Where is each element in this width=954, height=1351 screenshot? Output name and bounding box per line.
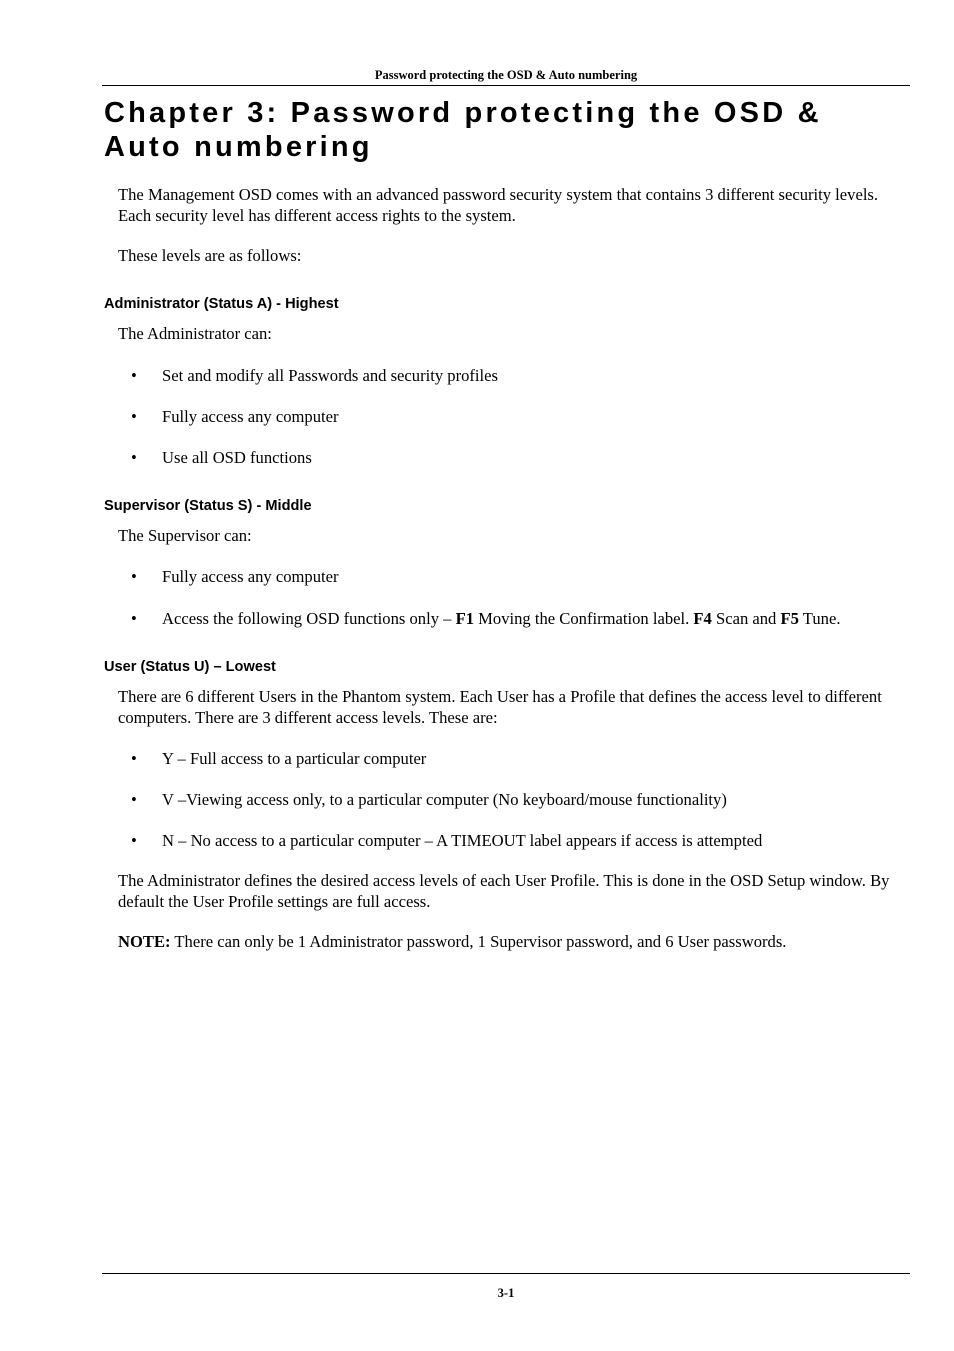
list-item-text: Fully access any computer	[162, 567, 339, 586]
text-run: Access the following OSD functions only –	[162, 609, 456, 628]
bullet-icon: •	[131, 448, 137, 467]
bullet-icon: •	[131, 366, 137, 385]
list-item-text: Use all OSD functions	[162, 448, 312, 467]
note-label: NOTE:	[118, 932, 171, 951]
key-f1: F1	[455, 609, 475, 628]
bullet-icon: •	[131, 567, 137, 586]
list-item-text: Set and modify all Passwords and security profiles	[162, 366, 498, 385]
header-rule	[102, 85, 910, 86]
user-closing: The Administrator defines the desired access levels of each User Profile. This is done in the OSD Setup window. By default the User Profile settings are full access.	[118, 871, 890, 911]
note-text: There can only be 1 Administrator password, 1 Supervisor password, and 6 User passwords.	[170, 932, 787, 951]
list-item-text: N – No access to a particular computer – A TIMEOUT label appears if access is attempted	[162, 831, 763, 850]
text-run: Tune.	[798, 609, 841, 628]
footer-rule	[102, 1273, 910, 1274]
administrator-heading: Administrator (Status A) - Highest	[104, 296, 339, 312]
list-item-text: Fully access any computer	[162, 407, 339, 426]
key-f5: F5	[780, 609, 799, 628]
note-paragraph	[118, 931, 908, 952]
key-f4: F4	[693, 609, 712, 628]
levels-intro: These levels are as follows:	[118, 246, 302, 265]
bullet-icon: •	[131, 831, 137, 850]
bullet-icon: •	[131, 790, 137, 809]
chapter-title: Chapter 3: Password protecting the OSD & Auto numbering	[104, 97, 822, 163]
running-header: Password protecting the OSD & Auto numbering	[374, 68, 638, 82]
text-run: Moving the Confirmation label.	[474, 609, 694, 628]
list-item-text: Y – Full access to a particular computer	[162, 749, 427, 768]
list-item-text: V –Viewing access only, to a particular computer (No keyboard/mouse functionality)	[162, 790, 727, 809]
bullet-icon: •	[131, 407, 137, 426]
intro-paragraph: The Management OSD comes with an advanced password security system that contains 3 different security levels. Each security level has different access rights to the system.	[118, 185, 879, 225]
supervisor-lead: The Supervisor can:	[118, 526, 252, 545]
administrator-lead: The Administrator can:	[118, 324, 272, 343]
page-number: 3-1	[497, 1286, 515, 1300]
bullet-icon: •	[131, 609, 137, 628]
list-item-text	[162, 608, 840, 629]
text-run: Scan and	[711, 609, 781, 628]
user-lead: There are 6 different Users in the Phantom system. Each User has a Profile that defines the access level to different computers. There are 3 different access levels. These are:	[118, 687, 882, 727]
user-heading: User (Status U) – Lowest	[104, 659, 276, 675]
bullet-icon: •	[131, 749, 137, 768]
supervisor-heading: Supervisor (Status S) - Middle	[104, 498, 312, 514]
